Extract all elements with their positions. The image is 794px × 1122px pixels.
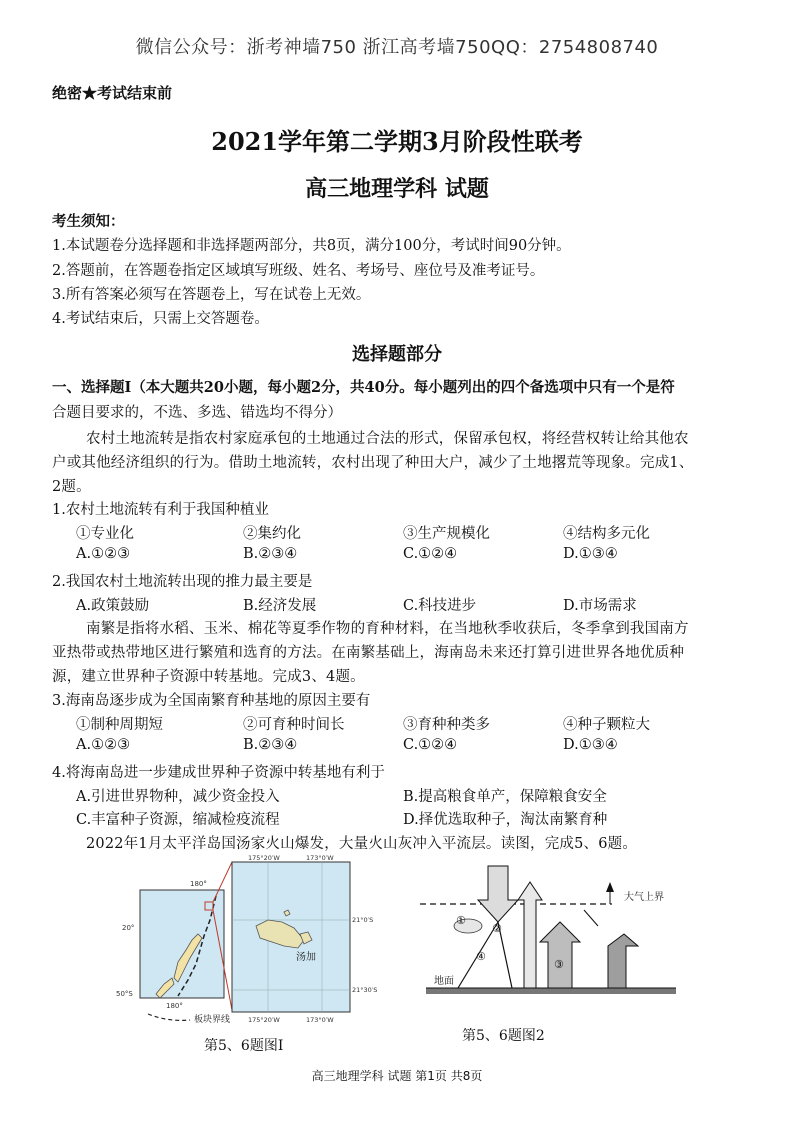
lat-label: 50°S — [116, 990, 133, 998]
part-instructions — [52, 376, 675, 397]
option-b[interactable]: B.②③④ — [243, 737, 298, 753]
statement-item: ④结构多元化 — [563, 526, 650, 542]
lat-label: 20° — [122, 924, 135, 932]
section-title: 选择题部分 — [352, 344, 442, 365]
lat-label: 21°0′S — [352, 916, 374, 924]
marker-2: ② — [492, 922, 502, 935]
option-b[interactable]: B.提高粮食单产，保障粮食安全 — [403, 789, 607, 805]
statement-item: ②可育种时间长 — [243, 717, 345, 733]
marker-1: ① — [456, 914, 466, 927]
lon-label: 173°0′W — [306, 854, 334, 862]
regional-map-frame — [140, 890, 224, 998]
option-d[interactable]: D.①③④ — [563, 737, 618, 753]
exam-title: 2021学年第二学期3月阶段性联考 — [211, 127, 583, 156]
statement-item: ①专业化 — [76, 526, 134, 542]
figure-1-map — [108, 850, 378, 1030]
question-stem: 2.我国农村土地流转出现的推力最主要是 — [52, 574, 313, 590]
statement-item: ③生产规模化 — [403, 526, 490, 542]
figure-2-diagram — [412, 860, 702, 1000]
legend-label: 板块界线 — [194, 1015, 231, 1025]
option-a[interactable]: A.①②③ — [76, 546, 131, 562]
page-footer: 高三地理学科 试题 第1页 共8页 — [311, 1069, 483, 1083]
notice-item: 1.本试题卷分选择题和非选择题两部分，共8页，满分100分，考试时间90分钟。 — [52, 238, 571, 254]
option-b[interactable]: B.②③④ — [243, 546, 298, 562]
lat-label: 21°30′S — [352, 986, 378, 994]
ground-label: 地面 — [434, 976, 454, 987]
option-d[interactable]: D.①③④ — [563, 546, 618, 562]
option-c[interactable]: C.①②④ — [403, 737, 458, 753]
notice-heading: 考生须知： — [52, 213, 125, 230]
statement-item: ①制种周期短 — [76, 717, 163, 733]
passage-line: 2题。 — [52, 479, 91, 495]
statement-item: ③育种种类多 — [403, 717, 490, 733]
notice-item: 4.考试结束后，只需上交答题卷。 — [52, 311, 269, 327]
question-stem: 1.农村土地流转有利于我国种植业 — [52, 502, 269, 518]
outgoing-radiation-line — [584, 910, 598, 926]
country-label: 汤加 — [296, 952, 316, 963]
question-stem: 4.将海南岛进一步建成世界种子资源中转基地有利于 — [52, 765, 385, 781]
figure-1-caption: 第5、6题图Ⅰ — [204, 1038, 284, 1054]
atmosphere-top-label: 大气上界 — [624, 892, 664, 903]
reflected-radiation-arrow — [518, 882, 542, 988]
marker-3: ③ — [554, 958, 564, 971]
option-c[interactable]: C.科技进步 — [403, 598, 477, 614]
question-stem: 3.海南岛逐步成为全国南繁育种基地的原因主要有 — [52, 693, 371, 709]
marker-4: ④ — [476, 950, 486, 963]
option-b[interactable]: B.经济发展 — [243, 598, 317, 614]
passage-line: 2022年1月太平洋岛国汤家火山爆发，大量火山灰冲入平流层。读图，完成5、6题。 — [86, 836, 638, 852]
passage-line: 南繁是指将水稻、玉米、棉花等夏季作物的育种材料，在当地秋季收获后，冬季拿到我国南方 — [86, 621, 689, 637]
exam-subtitle: 高三地理学科 试题 — [305, 176, 489, 202]
ground-radiation-arrow — [540, 922, 580, 988]
passage-line: 亚热带或热带地区进行繁殖和选育的方法。在南繁基础上，海南岛未来还打算引进世界各地优质种 — [52, 645, 685, 661]
option-a[interactable]: A.引进世界物种，减少资金投入 — [76, 789, 280, 805]
lon-label: 180° — [190, 880, 207, 888]
option-a[interactable]: A.政策鼓励 — [76, 598, 150, 614]
page-header-banner: 微信公众号：浙考神墙750 浙江高考墙750QQ：2754808740 — [135, 37, 659, 58]
lon-label: 180° — [166, 1002, 183, 1010]
part-instructions-line: 一、选择题Ⅰ（本大题共20小题，每小题2分，共40分。每小题列出的四个备选项中只有一个是符 — [52, 379, 675, 396]
legend-line — [148, 1014, 190, 1020]
option-c[interactable]: C.丰富种子资源，缩减检疫流程 — [76, 812, 280, 828]
option-d[interactable]: D.市场需求 — [563, 598, 637, 614]
lon-label: 175°20′W — [248, 1016, 280, 1024]
confidential-mark: 绝密★考试结束前 — [52, 84, 173, 102]
part-instructions-cont: 合题目要求的，不选、多选、错选均不得分） — [52, 405, 342, 421]
ground-band — [426, 988, 676, 994]
lon-label: 173°0′W — [306, 1016, 334, 1024]
option-a[interactable]: A.①②③ — [76, 737, 131, 753]
option-c[interactable]: C.①②④ — [403, 546, 458, 562]
notice-item: 3.所有答案必须写在答题卷上，写在试卷上无效。 — [52, 287, 371, 303]
arrow-icon — [606, 882, 614, 892]
passage-line: 户或其他经济组织的行为。借助土地流转，农村出现了种田大户，减少了土地撂荒等现象。完成1、 — [52, 455, 694, 471]
statement-item: ②集约化 — [243, 526, 301, 542]
solar-radiation-arrow — [478, 866, 518, 922]
passage-line: 源，建立世界种子资源中转基地。完成3、4题。 — [52, 669, 365, 685]
atmospheric-radiation-arrow — [582, 934, 638, 988]
option-d[interactable]: D.择优选取种子，淘汰南繁育种 — [403, 812, 608, 828]
notice-item: 2.答题前，在答题卷指定区域填写班级、姓名、考场号、座位号及准考证号。 — [52, 263, 545, 279]
passage-line: 农村土地流转是指农村家庭承包的土地通过合法的形式，保留承包权，将经营权转让给其他农 — [86, 431, 689, 447]
statement-item: ④种子颗粒大 — [563, 717, 650, 733]
figure-2-caption: 第5、6题图2 — [462, 1028, 545, 1044]
lon-label: 175°20′W — [248, 854, 280, 862]
